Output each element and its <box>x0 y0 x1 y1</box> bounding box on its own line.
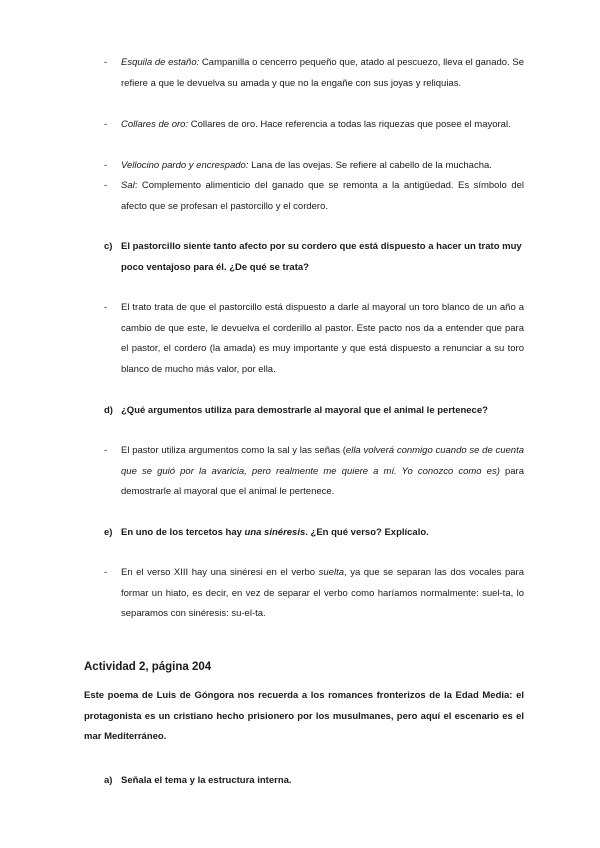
bullet-dash: - <box>104 445 108 456</box>
question-text: ¿Qué argumentos utiliza para demostrarle al mayoral que el animal le pertenece? <box>121 405 488 416</box>
glossary-definition: Collares de oro. Hace referencia a todas las riquezas que posee el mayoral. <box>188 119 511 130</box>
question-a <box>104 771 524 792</box>
answer-text: El trato trata de que el pastorcillo está dispuesto a darle al mayoral un toro blanco de un año a cambio de que este, le devuelva el corderillo al pastor. Este pacto nos da a entender que para el pastor, el cordero (la amada) es muy importante y que está dispuesto a renunciar a su toro blanco de mucho más valor, por ella. <box>121 302 524 375</box>
glossary-term: Sal <box>121 180 135 191</box>
bullet-dash: - <box>104 57 108 68</box>
answer-quote: ella volverá conmigo cuando se de cuenta que se guió por la avaricia, pero realmente me quiere a mí. Yo conozco como es) <box>121 445 524 477</box>
question-c <box>104 237 524 278</box>
answer-italic: suelta <box>318 567 344 578</box>
answer-text-end: , ya que se separan las dos vocales para formar un hiato, es decir, en vez de separar el verbo como haríamos normalmente: suel-ta, lo separamos con sinéresis: su-el-ta. <box>121 567 524 619</box>
bullet-dash: - <box>104 160 108 171</box>
question-d <box>104 401 524 422</box>
glossary-item <box>104 115 524 136</box>
glossary-definition: Campanilla o cencerro pequeño que, atado al pescuezo, lleva el ganado. Se refiere a que le devuelva su amada y que no la engañe con sus joyas y reliquias. <box>121 57 524 89</box>
glossary-term: Collares de oro: <box>121 119 189 130</box>
question-italic: una sinéresis <box>244 527 306 538</box>
bullet-dash: - <box>104 567 108 578</box>
question-text-end: . ¿En qué verso? Explícalo. <box>305 527 429 538</box>
activity-heading: Actividad 2, página 204 <box>84 661 212 673</box>
bullet-dash: - <box>104 119 108 130</box>
glossary-term: Esquila de estaño: <box>121 57 200 68</box>
answer-e <box>104 563 524 625</box>
question-label: d) <box>104 405 113 416</box>
question-text: Señala el tema y la estructura interna. <box>121 775 292 786</box>
answer-text: En el verso XIII hay una sinéresi en el verbo <box>121 567 319 578</box>
question-label: a) <box>104 775 113 786</box>
glossary-definition: : Complemento alimenticio del ganado que se remonta a la antigüedad. Es símbolo del afecto que se profesan el pastorcillo y el cordero. <box>121 180 524 212</box>
glossary-term: Vellocino pardo y encrespado: <box>121 160 249 171</box>
answer-text-end: para demostrarle al mayoral que el animal le pertenece. <box>121 465 525 497</box>
activity-intro: Este poema de Luis de Góngora nos recuerda a los romances fronterizos de la Edad Media: el protagonista es un cristiano hecho prisionero por los musulmanes, pero aquí el escenario es el mar Mediterráneo. <box>84 690 524 742</box>
question-label: c) <box>104 241 113 252</box>
glossary-item <box>104 176 524 217</box>
answer-text: El pastor utiliza argumentos como la sal y las señas ( <box>121 445 346 456</box>
question-text: El pastorcillo siente tanto afecto por su cordero que está dispuesto a hacer un trato muy poco ventajoso para él. ¿De qué se trata? <box>121 241 522 273</box>
glossary-item <box>104 53 524 94</box>
question-label: e) <box>104 527 113 538</box>
glossary-definition: Lana de las ovejas. Se refiere al cabello de la muchacha. <box>248 160 492 171</box>
answer-d <box>104 441 524 503</box>
answer-c <box>104 298 524 380</box>
glossary-item <box>104 156 524 177</box>
question-text: En uno de los tercetos hay <box>121 527 245 538</box>
bullet-dash: - <box>104 180 108 191</box>
bullet-dash: - <box>104 302 108 313</box>
question-e <box>104 523 524 544</box>
